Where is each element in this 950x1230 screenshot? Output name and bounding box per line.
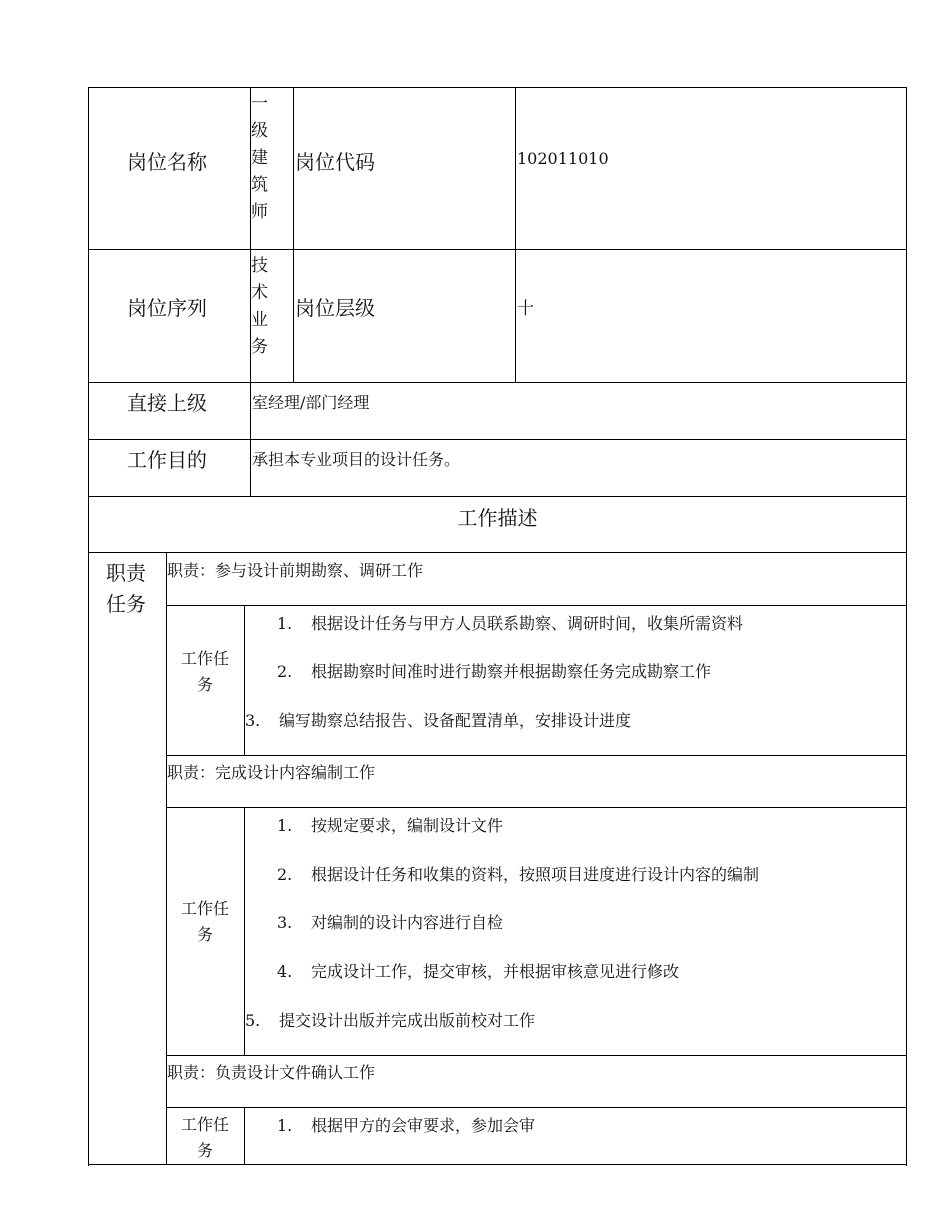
position-level-value: 十 bbox=[517, 299, 534, 319]
col-divider bbox=[244, 605, 245, 755]
row-divider bbox=[166, 1055, 907, 1056]
row-divider bbox=[166, 605, 907, 606]
task-item: 1. 根据甲方的会审要求，参加会审 bbox=[277, 1116, 536, 1135]
task-item: 2. 根据勘察时间准时进行勘察并根据勘察任务完成勘察工作 bbox=[277, 662, 712, 681]
duties-label: 职责 任务 bbox=[106, 561, 146, 616]
position-series-label: 岗位序列 bbox=[127, 296, 207, 320]
task-item: 1. 根据设计任务与甲方人员联系勘察、调研时间，收集所需资料 bbox=[277, 614, 744, 633]
task-item: 1. 按规定要求，编制设计文件 bbox=[277, 816, 504, 835]
row-divider bbox=[88, 439, 907, 440]
col-divider bbox=[293, 87, 294, 382]
row-divider bbox=[88, 382, 907, 383]
position-code-label: 岗位代码 bbox=[295, 150, 375, 174]
position-series-value: 技 术 业 务 bbox=[251, 256, 268, 357]
purpose-label: 工作目的 bbox=[127, 448, 207, 472]
col-divider bbox=[244, 1107, 245, 1165]
row-divider bbox=[88, 249, 907, 250]
task-item: 3. 编写勘察总结报告、设备配置清单，安排设计进度 bbox=[245, 711, 632, 730]
position-name-value: 一 级 建 筑 师 bbox=[251, 94, 268, 222]
row-divider bbox=[88, 552, 907, 553]
task-item: 4. 完成设计工作，提交审核，并根据审核意见进行修改 bbox=[277, 962, 680, 981]
row-divider bbox=[166, 807, 907, 808]
row-divider bbox=[166, 1107, 907, 1108]
task-label: 工作任 务 bbox=[180, 1115, 229, 1160]
duty-title: 职责：参与设计前期勘察、调研工作 bbox=[167, 561, 424, 580]
task-item: 3. 对编制的设计内容进行自检 bbox=[277, 913, 504, 932]
position-level-label: 岗位层级 bbox=[295, 296, 375, 320]
superior-value: 室经理/部门经理 bbox=[252, 393, 370, 412]
table-bottom bbox=[88, 1164, 907, 1165]
task-item: 2. 根据设计任务和收集的资料，按照项目进度进行设计内容的编制 bbox=[277, 865, 760, 884]
duty-title: 职责：负责设计文件确认工作 bbox=[167, 1063, 376, 1082]
task-label: 工作任 务 bbox=[180, 649, 229, 694]
superior-label: 直接上级 bbox=[127, 391, 207, 415]
purpose-value: 承担本专业项目的设计任务。 bbox=[252, 450, 461, 469]
col-divider bbox=[515, 87, 516, 382]
task-label: 工作任 务 bbox=[180, 899, 229, 944]
position-name-label: 岗位名称 bbox=[127, 150, 207, 174]
row-divider bbox=[88, 496, 907, 497]
task-item: 5. 提交设计出版并完成出版前校对工作 bbox=[245, 1011, 536, 1030]
position-code-value: 102011010 bbox=[517, 149, 609, 168]
row-divider bbox=[166, 755, 907, 756]
work-description-header: 工作描述 bbox=[457, 506, 538, 530]
duty-title: 职责：完成设计内容编制工作 bbox=[167, 763, 376, 782]
